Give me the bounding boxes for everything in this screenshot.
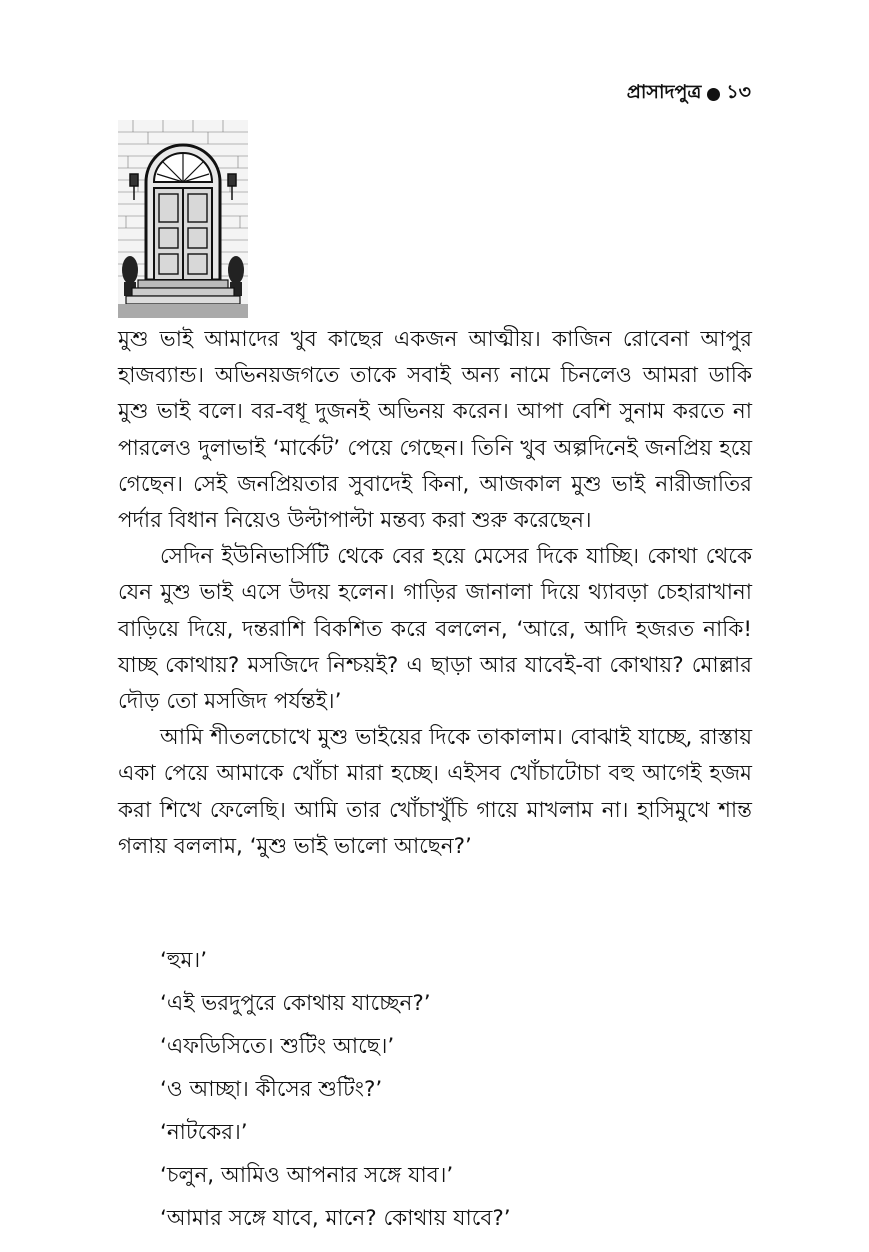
body-text xyxy=(118,322,752,865)
dialogue-line: ‘ও আচ্ছা। কীসের শুটিং?’ xyxy=(160,1077,383,1102)
paragraph: সেদিন ইউনিভার্সিটি থেকে বের হয়ে মেসের দিকে যাচ্ছি। কোথা থেকে যেন মুশু ভাই এসে উদয় হলেন। গাড়ির জানালা দিয়ে থ্যাবড়া চেহারাখানা বাড়িয়ে দিয়ে, দন্তরাশি বিকশিত করে বললেন, ‘আরে, আদি হজরত নাকি! যাচ্ছ কোথায়? মসজিদে নিশ্চয়ই? এ ছাড়া আর যাবেই-বা কোথায়? মোল্লার দৌড় তো মসজিদ পর্যন্তই।’ xyxy=(118,544,752,715)
dialogue-line: ‘নাটকের।’ xyxy=(160,1120,248,1145)
door-illustration xyxy=(118,120,248,318)
dialogue-line: ‘হুম।’ xyxy=(160,948,208,973)
dialogue-line: ‘আমার সঙ্গে যাবে, মানে? কোথায় যাবে?’ xyxy=(160,1206,511,1231)
dialogue-line: ‘চলুন, আমিও আপনার সঙ্গে যাব।’ xyxy=(160,1163,454,1188)
running-header xyxy=(627,78,751,110)
book-title: প্রাসাদপুত্র xyxy=(626,81,702,103)
page-number: ১৩ xyxy=(726,81,751,103)
dialogue-line: ‘এফডিসিতে। শুটিং আছে।’ xyxy=(160,1034,395,1059)
dialogue-line: ‘এই ভরদুপুরে কোথায় যাচ্ছেন?’ xyxy=(160,991,431,1016)
paragraph: আমি শীতলচোখে মুশু ভাইয়ের দিকে তাকালাম। বোঝাই যাচ্ছে, রাস্তায় একা পেয়ে আমাকে খোঁচা মারা হচ্ছে। এইসব খোঁচাটোচা বহু আগেই হজম করা শিখে ফেলেছি। আমি তার খোঁচাখুঁচি গায়ে মাখলাম না। হাসিমুখে শান্ত গলায় বললাম, ‘মুশু ভাই ভালো আছেন?’ xyxy=(118,725,752,859)
bullet-separator xyxy=(707,88,720,101)
paragraph: মুশু ভাই আমাদের খুব কাছের একজন আত্মীয়। কাজিন রোবেনা আপুর হাজব্যান্ড। অভিনয়জগতে তাকে সবাই অন্য নামে চিনলেও আমরা ডাকি মুশু ভাই বলে। বর-বধূ দুজনই অভিনয় করেন। আপা বেশি সুনাম করতে না পারলেও দুলাভাই ‘মার্কেট’ পেয়ে গেছেন। তিনি খুব অল্পদিনেই জনপ্রিয় হয়ে গেছেন। সেই জনপ্রিয়তার সুবাদেই কিনা, আজকাল মুশু ভাই নারীজাতির পর্দার বিধান নিয়েও উল্টাপাল্টা মন্তব্য করা শুরু করেছেন। xyxy=(118,327,752,534)
